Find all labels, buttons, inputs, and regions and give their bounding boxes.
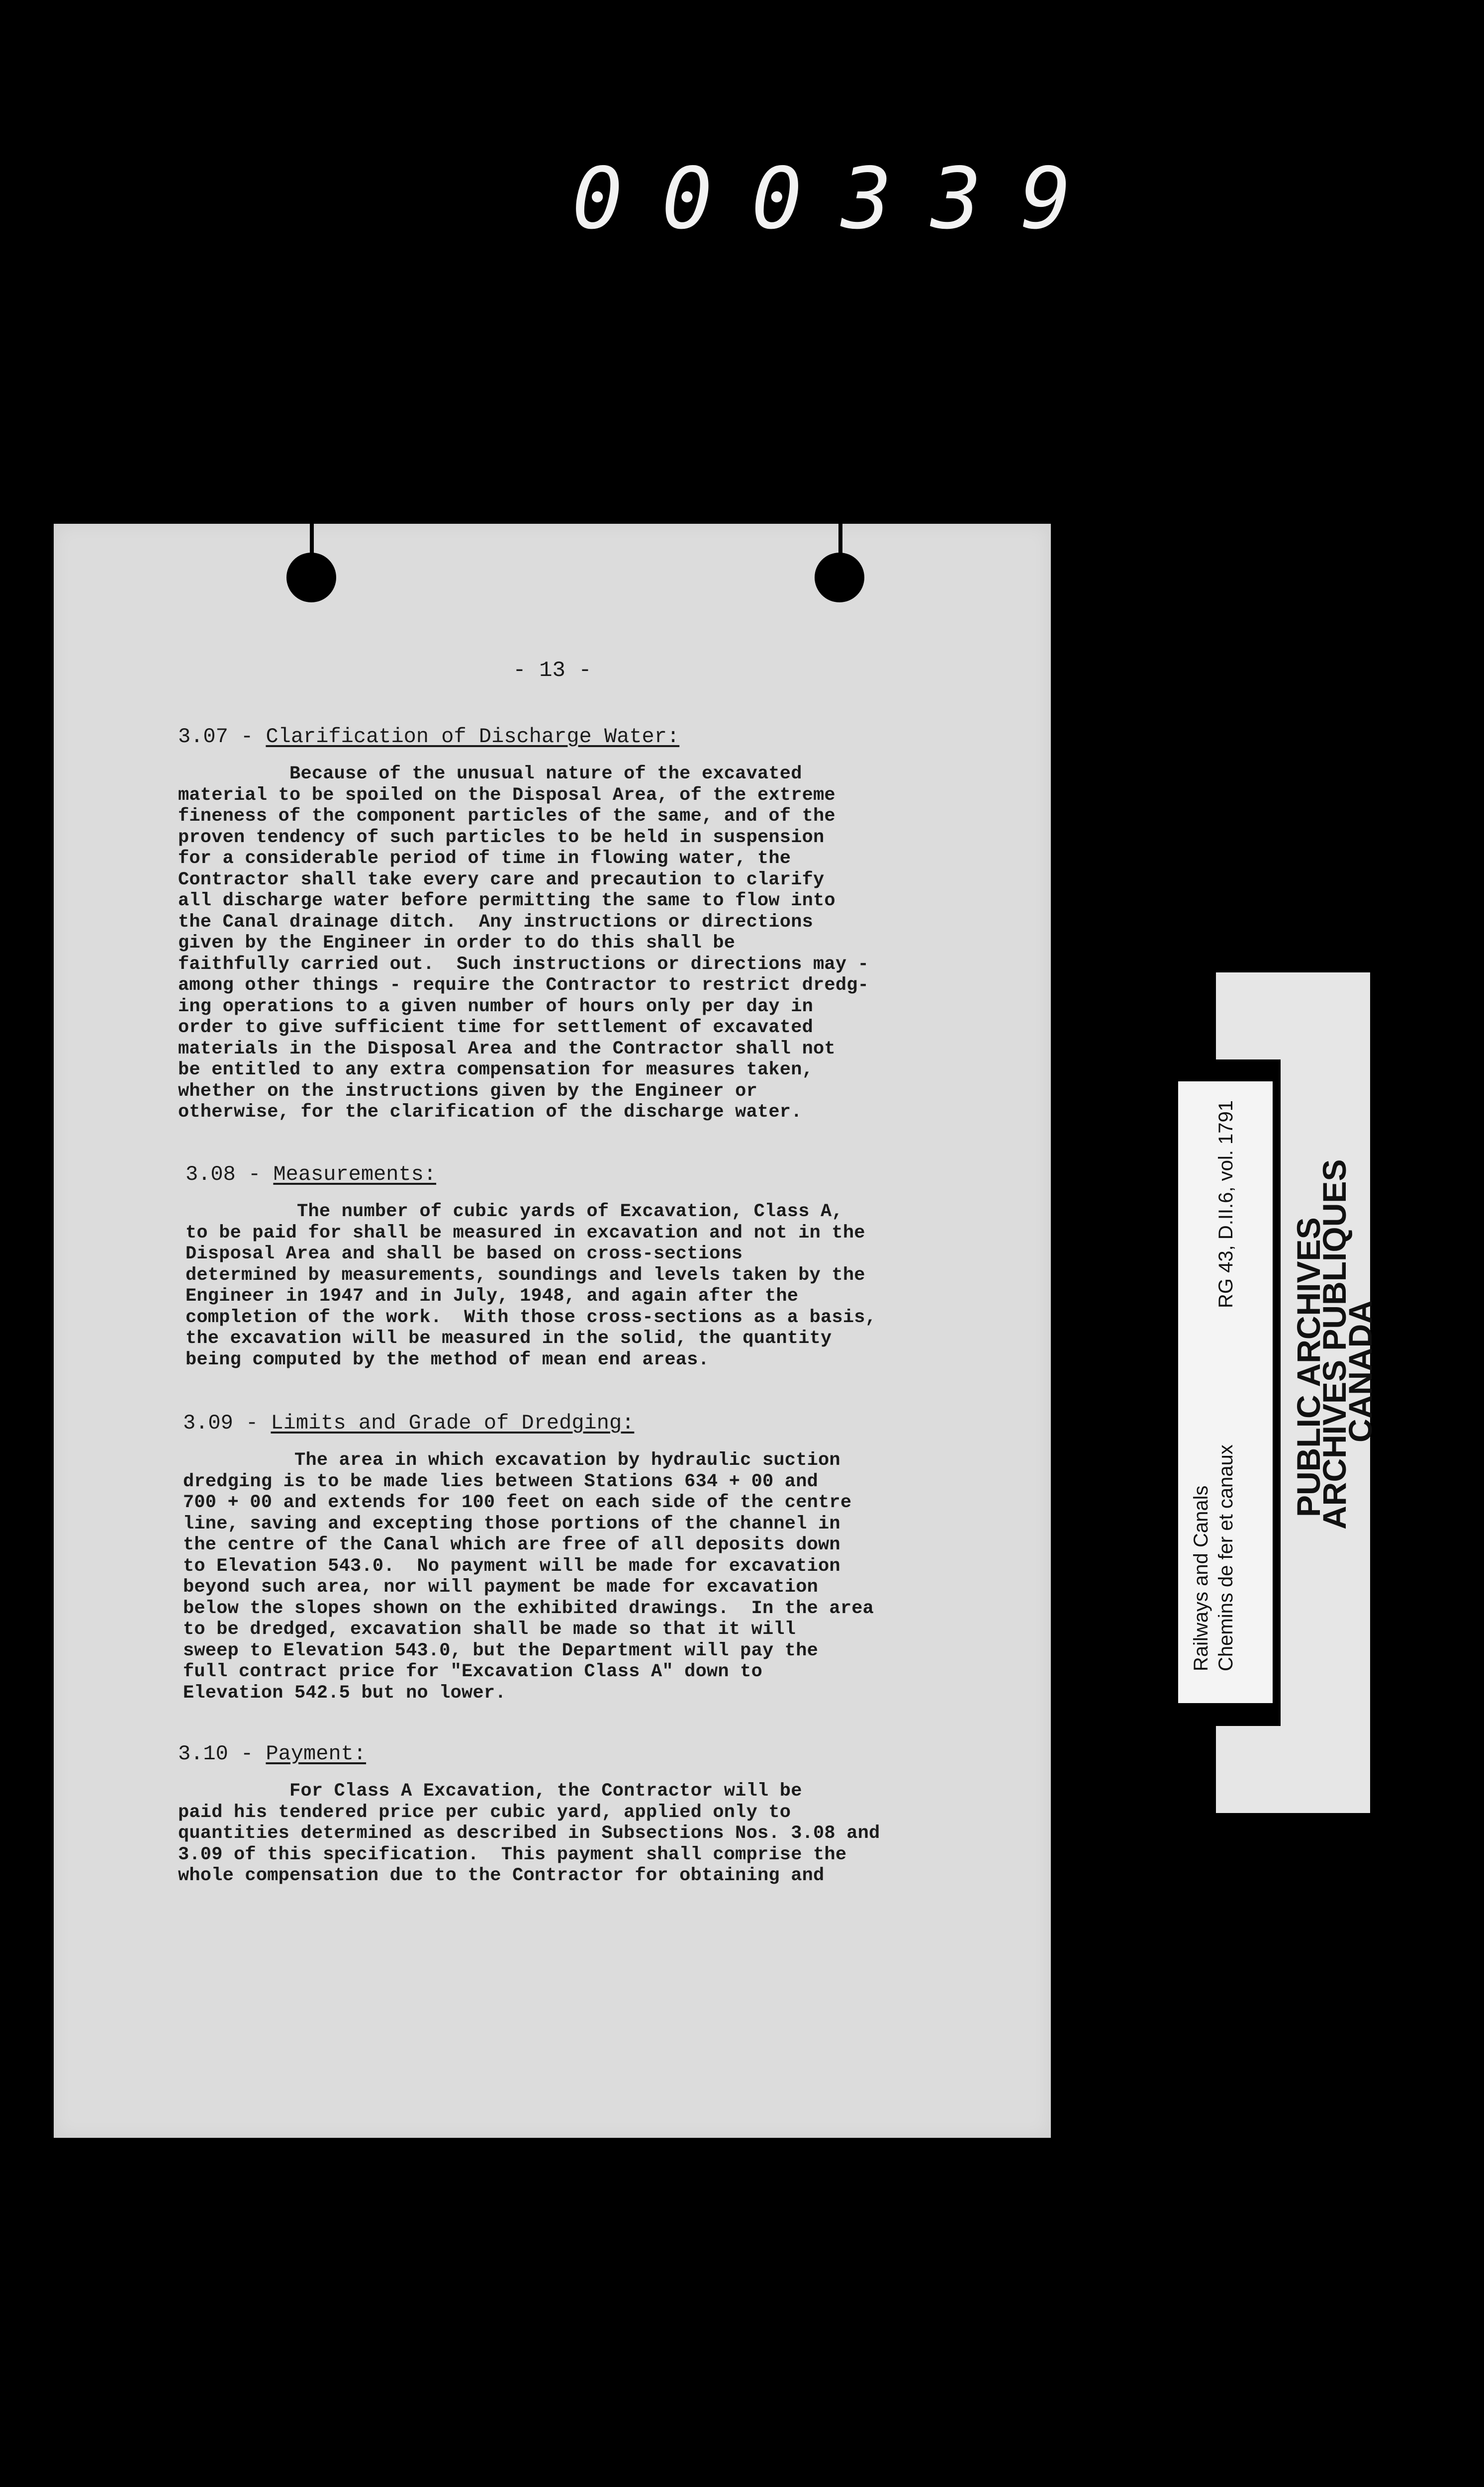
document-page (54, 524, 1051, 2138)
department-en: Railways and Canals (1190, 1485, 1212, 1671)
section-3-07 (178, 723, 1033, 1123)
section-number: 3.08 - (186, 1162, 274, 1186)
institution-line-3: CANADA (1342, 1300, 1379, 1442)
section-heading (183, 1409, 1038, 1437)
section-body: The number of cubic yards of Excavation, Class A, to be paid for shall be measured in excavation and not in the Disposal Area and shall be based on cross-sections determined by measurements, soundings and levels taken by the Engineer in 1947 and in July, 1948, and again after the completion of the work. With those cross-sections as a basis, the excavation will be measured in the solid, the quantity being computed by the method of mean end areas. (186, 1201, 877, 1370)
section-title: Limits and Grade of Dredging: (271, 1411, 635, 1435)
section-body: The area in which excavation by hydraulic suction dredging is to be made lies between Stations 634 + 00 and 700 + 00 and extends for 100 feet on each side of the centre line, saving and excepting those portions of the channel in the centre of the Canal which are free of all deposits down to Elevation 543.0. No payment will be made for excavation beyond such area, nor will payment be made for excavation below the slopes shown on the exhibited drawings. In the area to be dredged, excavation shall be made so that it will sweep to Elevation 543.0, but the Department will pay the full contract price for "Excavation Class A" down to Elevation 542.5 but no lower. (183, 1450, 874, 1704)
section-title: Payment: (266, 1742, 367, 1766)
section-3-08 (186, 1160, 1041, 1370)
section-number: 3.09 - (183, 1411, 271, 1435)
section-3-09 (183, 1409, 1038, 1704)
archive-reference: RG 43, D.II.6, vol. 1791 (1215, 1100, 1237, 1308)
section-body: Because of the unusual nature of the excavated material to be spoiled on the Disposal Area, of the extreme fineness of the component particles of the same, and of the proven tendency of such particles to be held in suspension for a considerable period of time in flowing water, the Contractor shall take every care and precaution to clarify all discharge water before permitting the same to flow into the Canal drainage ditch. Any instructions or directions given by the Engineer in order to do this shall be faithfully carried out. Such instructions or directions may - among other things - require the Contractor to restrict dredg- ing operations to a given number of hours only per day in order to give sufficient time for settlement of excavated materials in the Disposal Area and the Contractor shall not be entitled to any extra compensation for measures taken, whether on the instructions given by the Engineer or otherwise, for the clarification of the discharge water. (178, 764, 869, 1123)
section-number: 3.07 - (178, 725, 266, 749)
section-body: For Class A Excavation, the Contractor will be paid his tendered price per cubic yard, applied only to quantities determined as described in Subsections Nos. 3.08 and 3.09 of this specification. This payment shall comprise the whole compensation due to the Contractor for obtaining and (178, 1781, 880, 1886)
section-heading (178, 1740, 1033, 1768)
section-title: Clarification of Discharge Water: (266, 725, 680, 749)
department-fr: Chemins de fer et canaux (1215, 1444, 1237, 1671)
page-number: - 13 - (513, 658, 592, 683)
institution-line-1: PUBLIC ARCHIVES (1290, 1217, 1327, 1517)
punch-hole-right (815, 553, 864, 602)
microfilm-frame-number: 000339 (572, 150, 1111, 248)
section-3-10 (178, 1740, 1033, 1887)
section-number: 3.10 - (178, 1742, 266, 1766)
section-heading (186, 1160, 1041, 1188)
institution-line-2: ARCHIVES PUBLIQUES (1316, 1159, 1353, 1530)
section-title: Measurements: (273, 1162, 437, 1186)
punch-hole-left (286, 553, 336, 602)
section-heading (178, 723, 1033, 751)
